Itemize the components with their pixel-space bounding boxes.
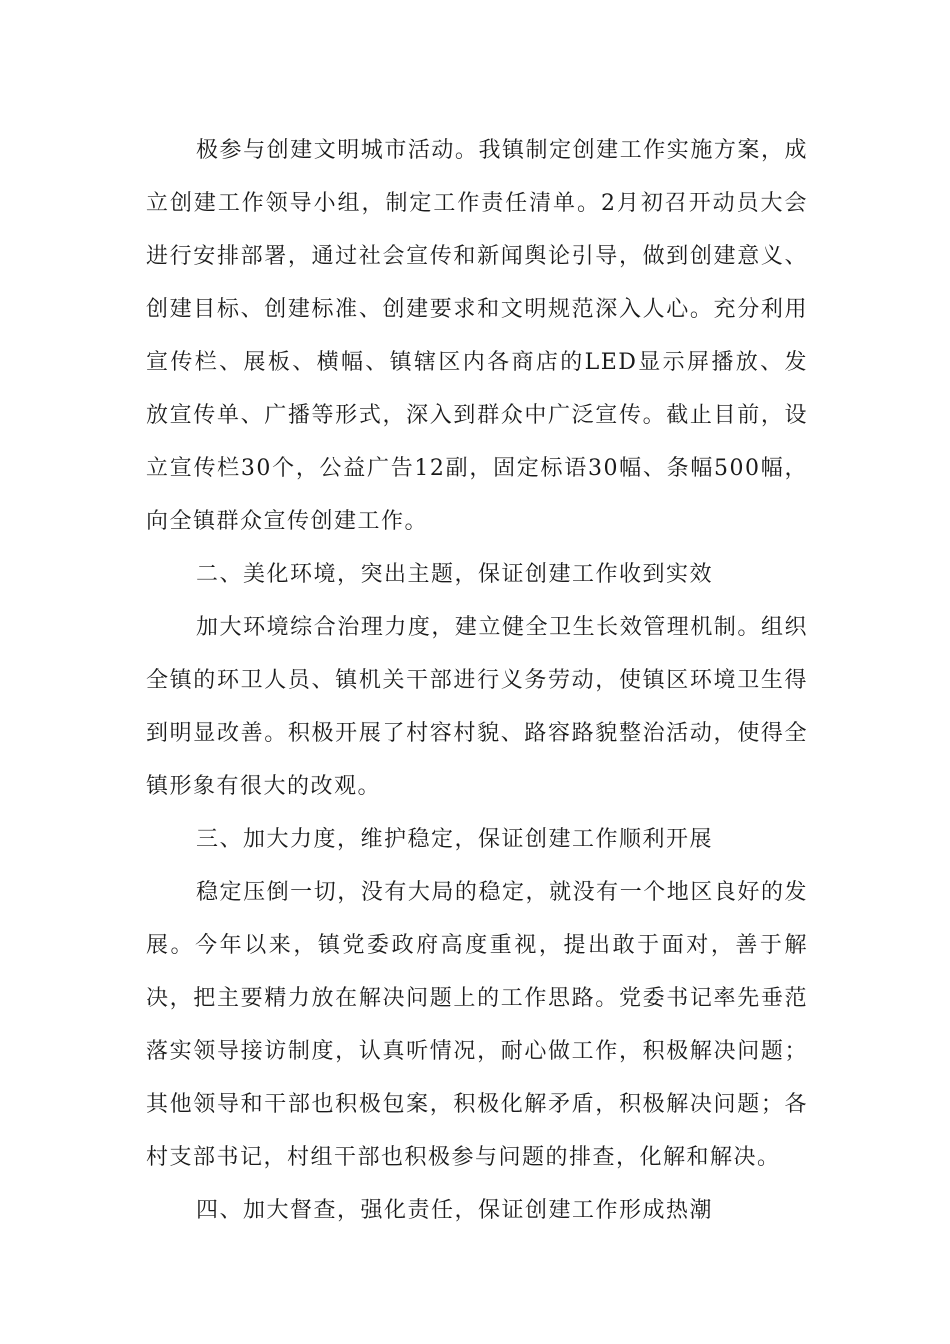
paragraph-campaign-publicity: 极参与创建文明城市活动。我镇制定创建工作实施方案，成立创建工作领导小组，制定工作责任清单。2月初召开动员大会进行安排部署，通过社会宣传和新闻舆论引导，做到创建意义、创建目标、创建标准、创建要求和文明规范深入人心。充分利用宣传栏、展板、横幅、镇辖区内各商店的LED显示屏播放、发放宣传单、广播等形式，深入到群众中广泛宣传。截止目前，设立宣传栏30个，公益广告12副，固定标语30幅、条幅500幅，向全镇群众宣传创建工作。 <box>146 138 808 534</box>
section-heading-4: 四、加大督查，强化责任，保证创建工作形成热潮 <box>196 1198 714 1223</box>
section-heading-2: 二、美化环境，突出主题，保证创建工作收到实效 <box>196 562 714 587</box>
paragraph-stability: 稳定压倒一切，没有大局的稳定，就没有一个地区良好的发展。今年以来，镇党委政府高度重视，提出敢于面对，善于解决，把主要精力放在解决问题上的工作思路。党委书记率先垂范落实领导接访制度，认真听情况，耐心做工作，积极解决问题；其他领导和干部也积极包案，积极化解矛盾，积极解决问题；各村支部书记，村组干部也积极参与问题的排查，化解和解决。 <box>146 880 808 1170</box>
section-heading-3: 三、加大力度，维护稳定，保证创建工作顺利开展 <box>196 827 714 852</box>
paragraph-environment: 加大环境综合治理力度，建立健全卫生长效管理机制。组织全镇的环卫人员、镇机关干部进行义务劳动，使镇区环境卫生得到明显改善。积极开展了村容村貌、路容路貌整治活动，使得全镇形象有很大的改观。 <box>146 615 808 799</box>
document-body <box>146 124 808 1237</box>
